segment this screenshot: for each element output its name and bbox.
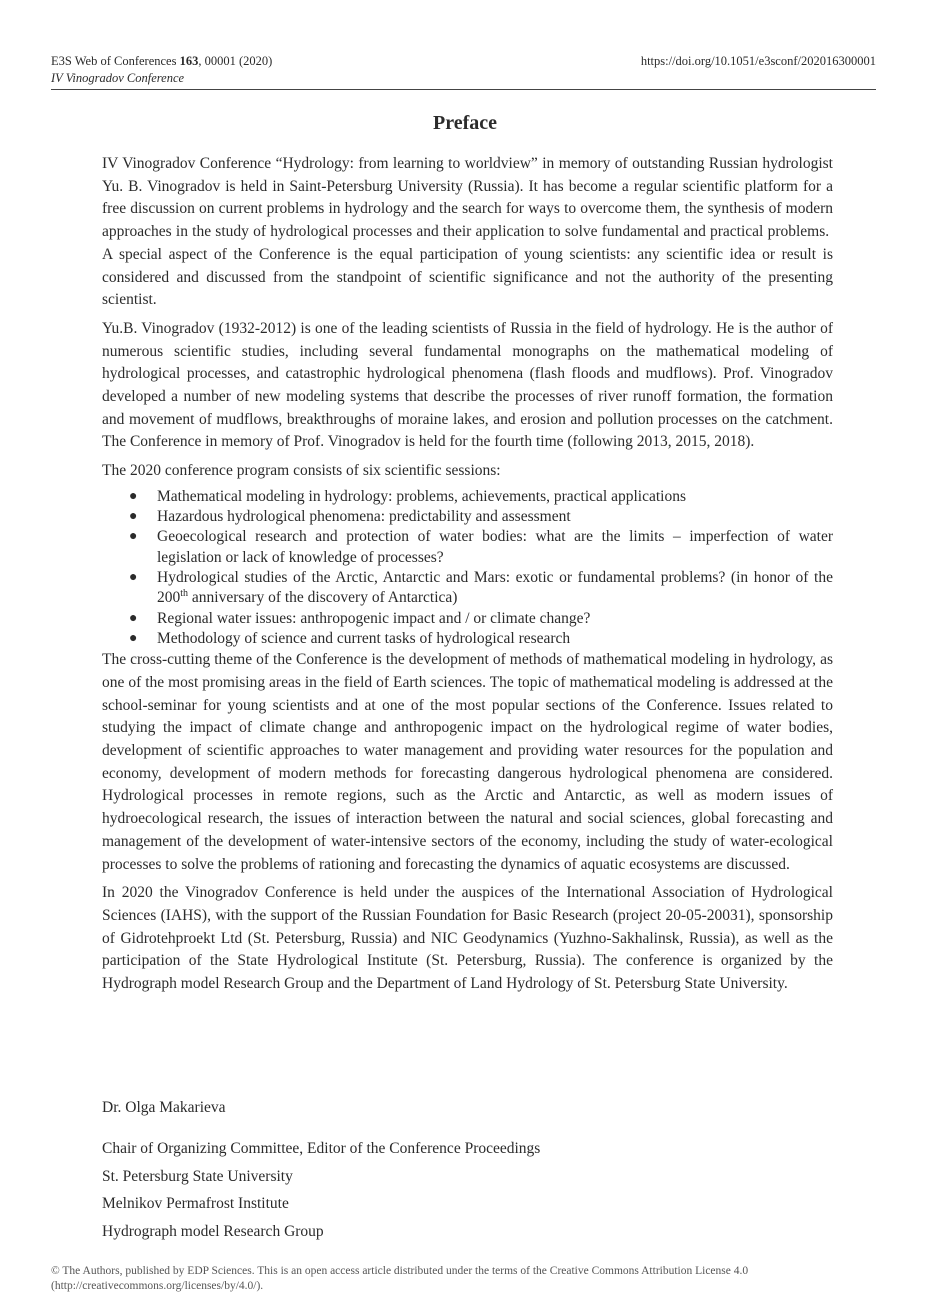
bullet-icon: ● <box>129 509 138 525</box>
license-url[interactable]: (http://creativecommons.org/licenses/by/4.0/). <box>51 1280 264 1292</box>
doi-link[interactable]: https://doi.org/10.1051/e3sconf/202016300001 <box>640 54 876 68</box>
page-header <box>51 53 876 90</box>
paragraph-intro: IV Vinogradov Conference “Hydrology: from learning to worldview” in memory of outstanding Russian hydrologist Yu. B. Vinogradov is held in Saint-Petersburg University (Russia). It has become a regular scientific platform for a free discussion on current problems in hydrology and the search for ways to overcome them, the synthesis of modern approaches in the study of hydrological processes and their application to solve fundamental and practical problems. A special aspect of the Conference is the equal participation of young scientists: any scientific idea or result is considered and discussed from the standpoint of scientific significance and not the authority of the presenting scientist. <box>102 155 833 309</box>
affiliation-research-group: Hydrograph model Research Group <box>102 1222 324 1240</box>
affiliation-university: St. Petersburg State University <box>102 1167 293 1185</box>
bullet-icon: ● <box>129 570 138 586</box>
page-title: Preface <box>432 112 498 134</box>
journal-article-year: , 00001 (2020) <box>198 54 273 68</box>
session-label: Hazardous hydrological phenomena: predictability and assessment <box>157 508 571 526</box>
session-label: Mathematical modeling in hydrology: problems, achievements, practical applications <box>157 487 686 505</box>
list-item <box>102 609 833 629</box>
bullet-icon: ● <box>129 529 138 545</box>
license-footer <box>51 1264 876 1294</box>
list-item <box>102 487 833 507</box>
signature-block <box>102 1097 833 1248</box>
bullet-icon: ● <box>129 630 138 646</box>
bullet-icon: ● <box>129 610 138 626</box>
session-label: Regional water issues: anthropogenic impact and / or climate change? <box>157 609 591 627</box>
license-text: © The Authors, published by EDP Sciences. This is an open access article distributed under the terms of the Creative Commons Attribution License 4.0 <box>51 1265 749 1277</box>
signatory-name: Dr. Olga Makarieva <box>102 1099 226 1116</box>
bullet-icon: ● <box>129 488 138 504</box>
session-label: Hydrological studies of the Arctic, Antarctic and Mars: exotic or fundamental problems? (in honor of the 200 <box>157 569 833 607</box>
journal-volume: 163 <box>179 54 199 68</box>
conference-name: IV Vinogradov Conference <box>51 71 185 85</box>
ordinal-superscript: th <box>180 588 189 600</box>
paragraph-program: The 2020 conference program consists of six scientific sessions: <box>102 462 501 480</box>
affiliation-institute: Melnikov Permafrost Institute <box>102 1195 289 1212</box>
signatory-role: Chair of Organizing Committee, Editor of the Conference Proceedings <box>102 1140 541 1157</box>
list-item <box>102 568 833 609</box>
journal-name: E3S Web of Conferences <box>51 54 180 68</box>
paragraph-vinogradov: Yu.B. Vinogradov (1932-2012) is one of the leading scientists of Russia in the field of hydrology. He is the author of numerous scientific studies, including several fundamental monographs on the mathematical modeling of hydrological processes, and catastrophic hydrological phenomena (flash floods and mudflows). Prof. Vinogradov developed a number of new modeling systems that describe the processes of river runoff formation, the formation and movement of mudflows, breakthroughs of moraine lakes, and erosion and pollution processes on the catchment. The Conference in memory of Prof. Vinogradov is held for the fourth time (following 2013, 2015, 2018). <box>102 319 833 451</box>
paragraph-auspices: In 2020 the Vinogradov Conference is held under the auspices of the International Association of Hydrological Sciences (IAHS), with the support of the Russian Foundation for Basic Research (project 20-05-20031), sponsorship of Gidrotehproekt Ltd (St. Petersburg, Russia) and NIC Geodynamics (Yuzhno-Sakhalinsk, Russia), as well as the participation of the State Hydrological Institute (St. Petersburg, Russia). The conference is organized by the Hydrograph model Research Group and the Department of Land Hydrology of St. Petersburg State University. <box>102 884 833 993</box>
session-label: Methodology of science and current tasks of hydrological research <box>157 629 571 647</box>
preface-body <box>102 153 833 1002</box>
session-list <box>102 487 833 649</box>
list-item <box>102 527 833 568</box>
session-label: Geoecological research and protection of water bodies: what are the limits – imperfection of water legislation or lack of knowledge of processes? <box>157 528 833 566</box>
journal-citation <box>51 53 272 70</box>
list-item <box>102 629 833 649</box>
session-label-end: anniversary of the discovery of Antarctica) <box>188 589 458 607</box>
list-item <box>102 507 833 527</box>
paragraph-cross-cutting-theme: The cross-cutting theme of the Conference is the development of methods of mathematical modeling in hydrology, as one of the most promising areas in the field of Earth sciences. The topic of mathematical modeling is addressed at the school-seminar for young scientists and at one of the most popular sections of the Conference. Issues related to studying the impact of climate change and anthropogenic impact on the hydrological regime of water bodies, development of scientific approaches to water management and providing water resources for the population and economy, development of modern methods for forecasting dangerous hydrological phenomena are considered. Hydrological processes in remote regions, such as the Arctic and Antarctic, as well as modern issues of hydroecological research, the issues of interaction between the natural and social sciences, global forecasting and management of the development of water-intensive sectors of the economy, including the study of water-ecological processes to solve the problems of rationing and forecasting the dynamics of aquatic ecosystems are discussed. <box>102 651 833 873</box>
